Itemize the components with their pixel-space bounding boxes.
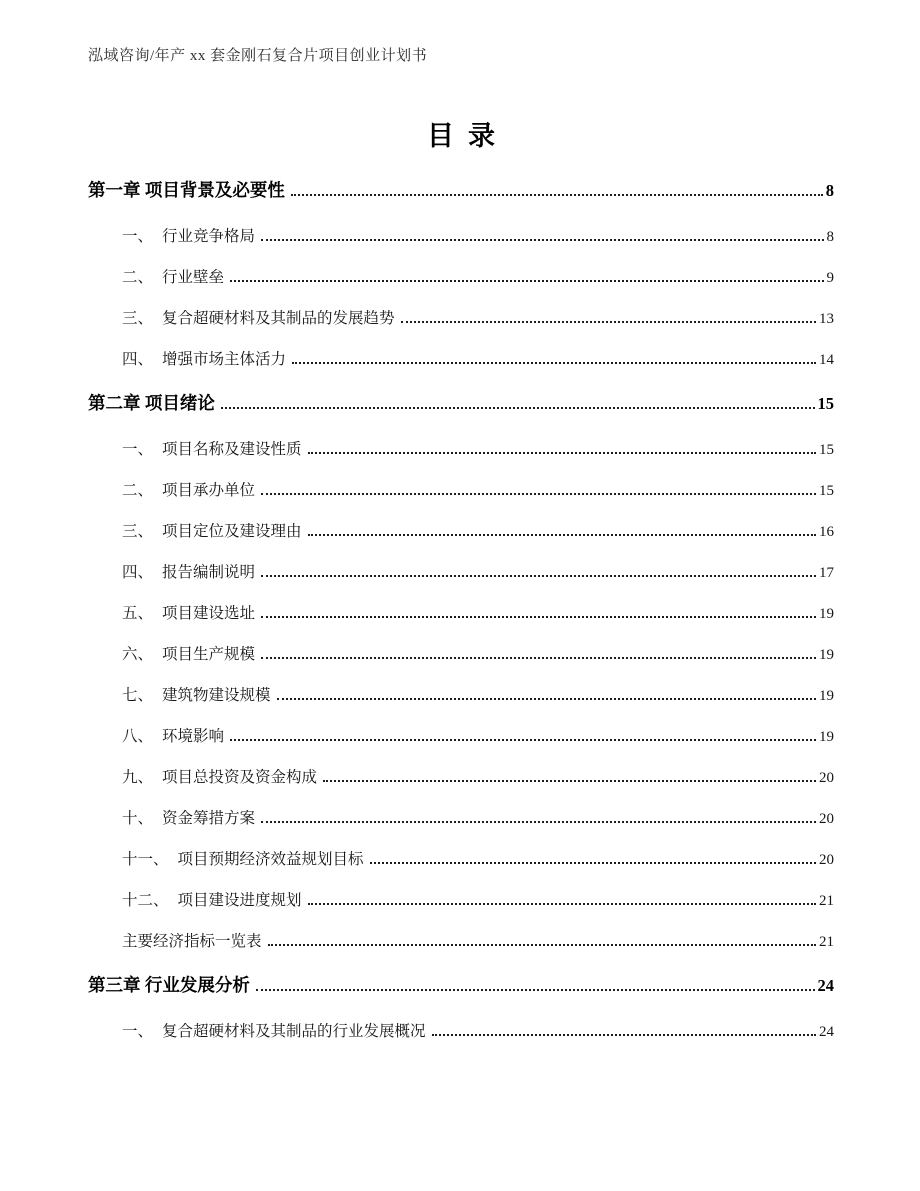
toc-entry-row[interactable]	[122, 563, 834, 583]
toc-item-number: 九、	[122, 769, 154, 786]
toc-entry-row[interactable]	[122, 768, 834, 788]
toc-item-label: 项目建设进度规划	[177, 892, 302, 909]
toc-item-label: 复合超硬材料及其制品的发展趋势	[162, 310, 395, 327]
toc-entry-row[interactable]	[122, 227, 834, 247]
toc-entry-row[interactable]	[122, 309, 834, 329]
toc-entry-row[interactable]	[122, 727, 834, 747]
toc-item-page-number: 20	[819, 852, 834, 868]
toc-item-label: 项目承办单位	[162, 482, 256, 499]
toc-item-number: 六、	[122, 646, 154, 663]
toc-item-label: 项目建设选址	[162, 605, 256, 622]
toc-item-number: 四、	[122, 564, 154, 581]
dot-leader	[261, 489, 816, 495]
toc-item-number: 二、	[122, 482, 154, 499]
dot-leader	[308, 899, 816, 905]
toc-item-label: 项目定位及建设理由	[162, 523, 302, 540]
document-header: 泓域咨询/年产 xx 套金刚石复合片项目创业计划书	[88, 48, 428, 64]
dot-leader	[277, 694, 816, 700]
dot-leader	[261, 571, 816, 577]
toc-item-page-number: 20	[819, 811, 834, 827]
toc-item-number: 一、	[122, 1023, 154, 1040]
toc-item-label: 项目预期经济效益规划目标	[177, 851, 364, 868]
toc-item-page-number: 8	[826, 229, 834, 245]
toc-item-page-number: 19	[819, 688, 834, 704]
toc-item-label: 项目总投资及资金构成	[162, 769, 318, 786]
toc-entry-row[interactable]	[122, 440, 834, 460]
toc-item-page-number: 21	[819, 893, 834, 909]
toc-entry-row[interactable]	[122, 1022, 834, 1042]
toc-item-number: 七、	[122, 687, 154, 704]
dot-leader	[261, 235, 823, 241]
toc-item-page-number: 19	[819, 647, 834, 663]
toc-item-page-number: 15	[817, 394, 834, 413]
toc-item-number: 三、	[122, 310, 154, 327]
toc-item-label: 行业竞争格局	[162, 228, 256, 245]
toc-entry-row[interactable]	[122, 481, 834, 501]
dot-leader	[261, 653, 816, 659]
toc-entry-row[interactable]	[122, 268, 834, 288]
toc-item-number: 二、	[122, 269, 154, 286]
toc-item-page-number: 16	[819, 524, 834, 540]
toc-item-number: 一、	[122, 441, 154, 458]
toc-item-page-number: 15	[819, 483, 834, 499]
toc-item-page-number: 17	[819, 565, 834, 581]
dot-leader	[370, 858, 816, 864]
toc-item-number: 四、	[122, 351, 154, 368]
toc-item-number: 十、	[122, 810, 154, 827]
dot-leader	[230, 276, 823, 282]
dot-leader	[308, 530, 816, 536]
toc-item-label: 第一章 项目背景及必要性	[88, 180, 285, 200]
toc-entry-row[interactable]	[122, 850, 834, 870]
toc-item-page-number: 19	[819, 729, 834, 745]
toc-item-label: 行业壁垒	[162, 269, 225, 286]
toc-item-page-number: 9	[826, 270, 834, 286]
toc-item-page-number: 24	[819, 1024, 834, 1040]
toc-item-label: 主要经济指标一览表	[122, 933, 262, 950]
toc-item-number: 一、	[122, 228, 154, 245]
toc-item-number: 八、	[122, 728, 154, 745]
toc-item-number: 十二、	[122, 892, 169, 909]
toc-entry-row[interactable]	[122, 604, 834, 624]
toc-item-page-number: 19	[819, 606, 834, 622]
toc-entry-row[interactable]	[122, 350, 834, 370]
toc-entry-row[interactable]	[122, 809, 834, 829]
dot-leader	[432, 1030, 816, 1036]
toc-item-label: 资金筹措方案	[162, 810, 256, 827]
toc-title: 目录	[427, 121, 509, 151]
toc-item-page-number: 15	[819, 442, 834, 458]
toc-entry-row[interactable]	[122, 645, 834, 665]
toc-entry-row[interactable]	[122, 932, 834, 952]
toc-item-page-number: 20	[819, 770, 834, 786]
toc-chapter-row[interactable]	[88, 973, 834, 998]
dot-leader	[221, 403, 815, 409]
dot-leader	[291, 190, 823, 196]
toc-item-label: 项目生产规模	[162, 646, 256, 663]
toc-item-label: 第三章 行业发展分析	[88, 975, 250, 995]
dot-leader	[261, 817, 816, 823]
dot-leader	[401, 317, 816, 323]
toc-entry-row[interactable]	[122, 891, 834, 911]
toc-item-page-number: 24	[817, 976, 834, 995]
toc-item-label: 建筑物建设规模	[162, 687, 271, 704]
dot-leader	[308, 448, 816, 454]
dot-leader	[261, 612, 816, 618]
toc-item-label: 复合超硬材料及其制品的行业发展概况	[162, 1023, 426, 1040]
toc-item-label: 环境影响	[162, 728, 225, 745]
toc-item-number: 十一、	[122, 851, 169, 868]
dot-leader	[268, 940, 816, 946]
dot-leader	[292, 358, 816, 364]
dot-leader	[230, 735, 816, 741]
toc-item-label: 报告编制说明	[162, 564, 256, 581]
toc-item-number: 三、	[122, 523, 154, 540]
toc-chapter-row[interactable]	[88, 178, 834, 203]
toc-item-page-number: 13	[819, 311, 834, 327]
dot-leader	[323, 776, 816, 782]
toc-item-label: 第二章 项目绪论	[88, 393, 215, 413]
toc-item-page-number: 14	[819, 352, 834, 368]
toc-item-label: 增强市场主体活力	[162, 351, 287, 368]
toc-list	[88, 178, 834, 1042]
toc-entry-row[interactable]	[122, 522, 834, 542]
dot-leader	[256, 985, 815, 991]
toc-item-label: 项目名称及建设性质	[162, 441, 302, 458]
toc-item-number: 五、	[122, 605, 154, 622]
toc-entry-row[interactable]	[122, 686, 834, 706]
toc-item-page-number: 21	[819, 934, 834, 950]
toc-item-page-number: 8	[825, 181, 834, 200]
toc-chapter-row[interactable]	[88, 391, 834, 416]
